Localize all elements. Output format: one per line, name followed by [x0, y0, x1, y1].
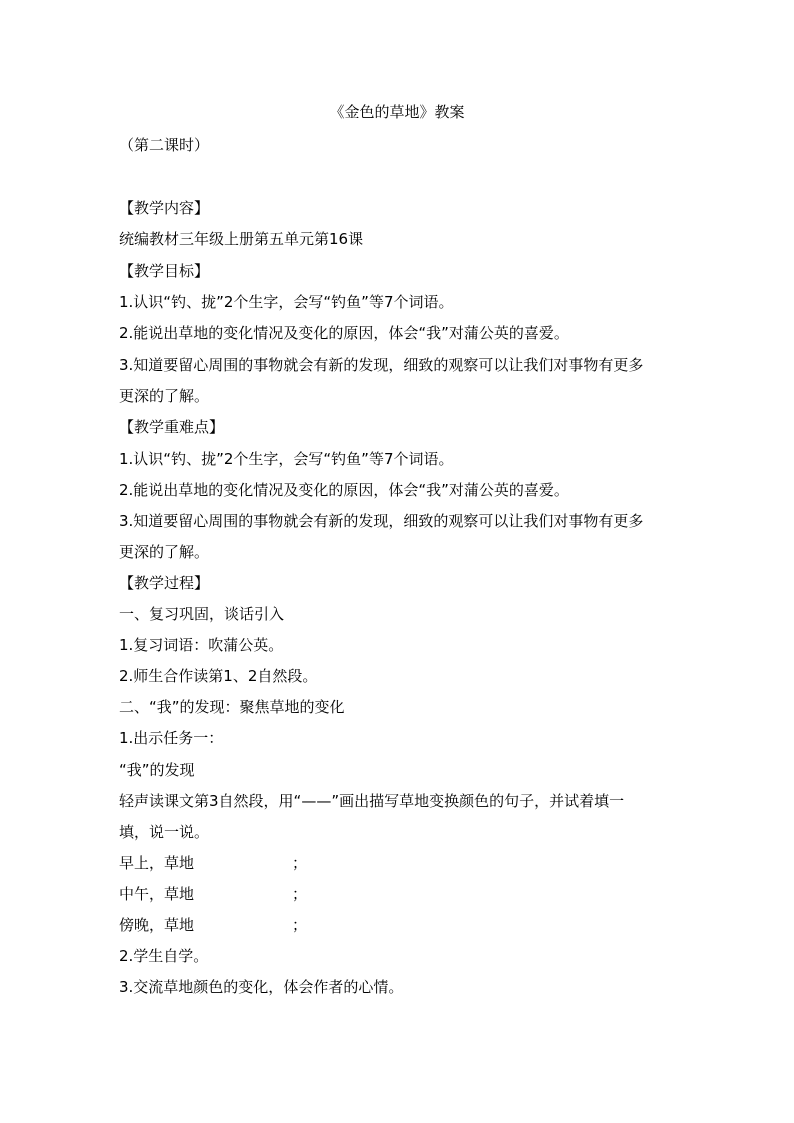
- fill-blank-end: ；: [292, 916, 308, 934]
- section-2-item: 3.交流草地颜色的变化，体会作者的心情。: [119, 978, 404, 996]
- objective-item: 2.能说出草地的变化情况及变化的原因，体会“我”对蒲公英的喜爱。: [119, 324, 569, 342]
- fill-blank-end: ；: [292, 885, 308, 903]
- key-point-item: 2.能说出草地的变化情况及变化的原因，体会“我”对蒲公英的喜爱。: [119, 481, 569, 499]
- fill-blank-row: [119, 911, 307, 939]
- task-name: “我”的发现: [119, 761, 195, 779]
- fill-blank-label: 早上，草地: [119, 854, 195, 872]
- section-2-item: 2.学生自学。: [119, 947, 209, 965]
- fill-blank-label: 中午，草地: [119, 885, 195, 903]
- fill-blank-row: [119, 849, 307, 877]
- key-point-item: 1.认识“钓、拢”2个生字，会写“钓鱼”等7个词语。: [119, 450, 454, 468]
- objective-item: 1.认识“钓、拢”2个生字，会写“钓鱼”等7个词语。: [119, 293, 454, 311]
- key-points-heading: 【教学重难点】: [119, 418, 225, 436]
- fill-blank-end: ；: [292, 854, 308, 872]
- section-2-title: 二、“我”的发现：聚焦草地的变化: [119, 698, 345, 716]
- section-1-item: 1.复习词语：吹蒲公英。: [119, 636, 284, 654]
- key-point-item-continued: 更深的了解。: [119, 543, 210, 561]
- content-text: 统编教材三年级上册第五单元第16课: [119, 230, 364, 248]
- section-1-item: 2.师生合作读第1、2自然段。: [119, 667, 318, 685]
- objectives-heading: 【教学目标】: [119, 262, 210, 280]
- process-heading: 【教学过程】: [119, 574, 210, 592]
- section-1-title: 一、复习巩固，谈话引入: [119, 605, 285, 623]
- content-heading: 【教学内容】: [119, 199, 210, 217]
- fill-blank-row: [119, 880, 307, 908]
- task-description-continued: 填，说一说。: [119, 823, 210, 841]
- key-point-item: 3.知道要留心周围的事物就会有新的发现，细致的观察可以让我们对事物有更多: [119, 512, 644, 530]
- document-title: 《金色的草地》教案: [329, 103, 465, 121]
- task-label: 1.出示任务一：: [119, 729, 224, 747]
- objective-item-continued: 更深的了解。: [119, 387, 210, 405]
- lesson-period: （第二课时）: [119, 136, 210, 154]
- objective-item: 3.知道要留心周围的事物就会有新的发现，细致的观察可以让我们对事物有更多: [119, 356, 644, 374]
- task-description: 轻声读课文第3自然段，用“——”画出描写草地变换颜色的句子，并试着填一: [119, 792, 625, 810]
- fill-blank-label: 傍晚，草地: [119, 916, 195, 934]
